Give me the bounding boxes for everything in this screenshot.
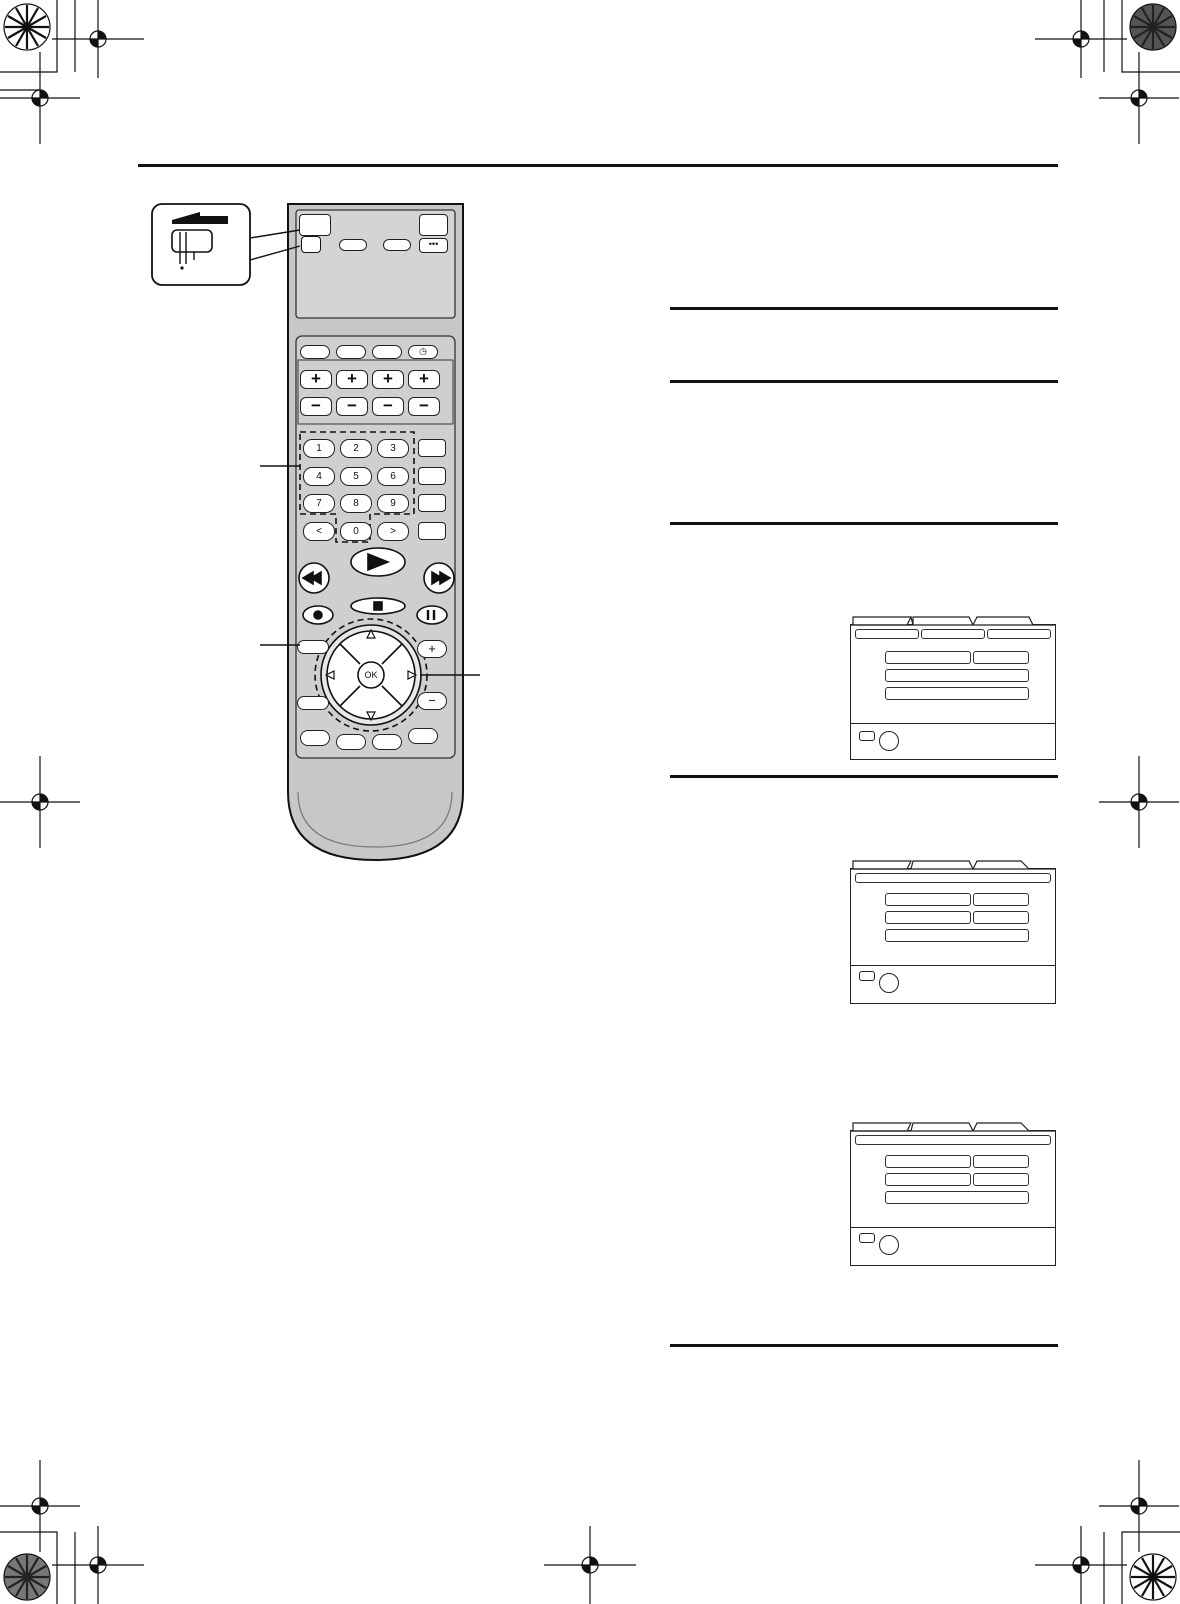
- step-divider-3: [670, 522, 1058, 525]
- numpad-key-8[interactable]: 8: [340, 494, 372, 513]
- switch-callout: [150, 200, 310, 290]
- osd-button-icon: [859, 731, 875, 741]
- minus-button-2[interactable]: −: [336, 397, 368, 416]
- plus-button-4[interactable]: +: [408, 370, 440, 389]
- sunburst-target-top-left: [2, 2, 52, 52]
- osd-screen-2: [850, 868, 1056, 1004]
- leader-lines: [260, 450, 490, 690]
- plus-button-3[interactable]: +: [372, 370, 404, 389]
- osd-dial-icon: [879, 1235, 899, 1255]
- minus-button-1[interactable]: −: [300, 397, 332, 416]
- step-divider-5: [670, 1344, 1058, 1347]
- osd-bar: [921, 629, 985, 639]
- osd-dial-icon: [879, 973, 899, 993]
- bottom-button-2[interactable]: [336, 734, 366, 750]
- osd-field-wide[interactable]: [885, 1191, 1029, 1204]
- osd-field-label[interactable]: [885, 1173, 971, 1186]
- bottom-button-4[interactable]: [408, 728, 438, 744]
- plus-button-2[interactable]: +: [336, 370, 368, 389]
- numpad-key-9[interactable]: 9: [377, 494, 409, 513]
- minus-button-3[interactable]: −: [372, 397, 404, 416]
- osd-screen-1: [850, 624, 1056, 760]
- minus-button-4[interactable]: −: [408, 397, 440, 416]
- nav-down-button[interactable]: [356, 706, 386, 724]
- osd-divider: [851, 723, 1055, 724]
- osd-field-selector[interactable]: [973, 911, 1029, 924]
- numpad-key-6[interactable]: 6: [377, 467, 409, 486]
- osd-dial-icon: [879, 731, 899, 751]
- numpad-key-1[interactable]: 1: [303, 439, 335, 458]
- sunburst-target-bottom-right: [1128, 1552, 1178, 1602]
- osd-field-selector[interactable]: [973, 1173, 1029, 1186]
- osd-field-value[interactable]: [973, 1155, 1029, 1168]
- osd-field-label[interactable]: [885, 651, 971, 664]
- return-button[interactable]: [297, 696, 329, 710]
- osd-field-wide[interactable]: [885, 929, 1029, 942]
- osd-divider: [851, 965, 1055, 966]
- osd-field-label[interactable]: [885, 893, 971, 906]
- bottom-button-3[interactable]: [372, 734, 402, 750]
- numpad-key-5[interactable]: 5: [340, 467, 372, 486]
- osd-field-wide[interactable]: [885, 669, 1029, 682]
- osd-button-icon: [859, 1233, 875, 1243]
- osd-field-label[interactable]: [885, 1155, 971, 1168]
- channel-up-button[interactable]: +: [417, 640, 447, 658]
- sunburst-target-top-right: [1128, 2, 1178, 52]
- osd-button-icon: [859, 971, 875, 981]
- step-divider-4: [670, 775, 1058, 778]
- numpad-key-prev[interactable]: <: [303, 522, 335, 541]
- numpad-key-2[interactable]: 2: [340, 439, 372, 458]
- numpad-key-7[interactable]: 7: [303, 494, 335, 513]
- osd-field-value[interactable]: [973, 651, 1029, 664]
- osd-field-wide[interactable]: [885, 687, 1029, 700]
- osd-bar: [987, 629, 1051, 639]
- timer-button[interactable]: ◷: [408, 345, 438, 359]
- osd-field-value[interactable]: [973, 893, 1029, 906]
- ok-button[interactable]: OK: [364, 670, 378, 680]
- step-divider-1: [670, 307, 1058, 310]
- bottom-button-1[interactable]: [300, 730, 330, 746]
- osd-title-bar: [855, 1135, 1051, 1145]
- numpad-key-3[interactable]: 3: [377, 439, 409, 458]
- channel-down-button[interactable]: −: [417, 692, 447, 710]
- more-button[interactable]: •••: [419, 238, 448, 253]
- plus-button-1[interactable]: +: [300, 370, 332, 389]
- osd-field-label[interactable]: [885, 911, 971, 924]
- step-divider-2: [670, 380, 1058, 383]
- osd-title-bar: [855, 873, 1051, 883]
- osd-bar: [855, 629, 919, 639]
- header-rule: [138, 164, 1058, 167]
- numpad-key-next[interactable]: >: [377, 522, 409, 541]
- numpad-key-4[interactable]: 4: [303, 467, 335, 486]
- sunburst-target-bottom-left: [2, 1552, 52, 1602]
- numpad-key-0[interactable]: 0: [340, 522, 372, 541]
- osd-screen-3: [850, 1130, 1056, 1266]
- osd-divider: [851, 1227, 1055, 1228]
